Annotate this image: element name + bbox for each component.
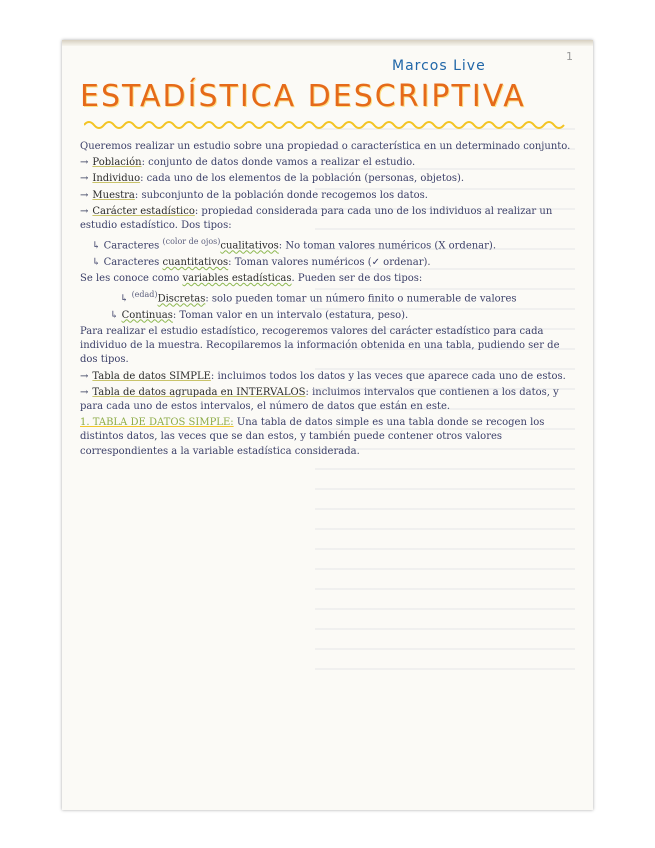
continuous-line — [80, 309, 575, 323]
author-signature: Marcos Live — [392, 58, 486, 74]
interval-table-text: : incluimos intervalos que contienen a los datos, y para cada uno de estos intervalos, el número de datos que están en este. — [80, 386, 559, 412]
definition-individuo — [80, 172, 575, 186]
decorative-squiggle — [84, 119, 574, 131]
arrow-icon: → — [80, 157, 89, 169]
term-poblacion: Población — [92, 157, 142, 169]
definition-muestra — [80, 189, 575, 203]
definition-caracter-text: : propiedad considerada para cada uno de los individuos al realizar un estudio estadístico. Dos tipos: — [80, 205, 553, 232]
discrete-text: : solo pueden tomar un número finito o numerable de valores — [205, 293, 517, 305]
discrete-example-note: (edad) — [131, 290, 158, 300]
page-number: 1 — [566, 50, 573, 63]
definition-poblacion-text: : conjunto de datos donde vamos a realizar el estudio. — [141, 157, 416, 169]
quantitative-line — [80, 256, 575, 270]
section-1 — [80, 416, 575, 459]
notebook-page — [62, 40, 593, 810]
qualitative-line — [80, 235, 575, 254]
arrow-icon: → — [80, 205, 89, 217]
qualitative-text: : No toman valores numéricos (X ordenar). — [278, 240, 497, 252]
discrete-line — [80, 288, 575, 307]
definition-caracter — [80, 205, 575, 233]
page-title: ESTADÍSTICA DESCRIPTIVA — [80, 79, 526, 114]
quantitative-text: : Toman valores numéricos (✓ ordenar). — [228, 256, 431, 268]
arrow-icon: → — [80, 386, 89, 398]
qualitative-example-note: (color de ojos) — [162, 237, 221, 247]
term-continuas: Continuas — [121, 309, 173, 321]
branch-arrow-icon: ↳ — [92, 256, 104, 268]
intro-paragraph: Queremos realizar un estudio sobre una propiedad o característica en un determinado conjunto. — [80, 141, 571, 152]
term-muestra: Muestra — [92, 189, 135, 201]
arrow-icon: → — [80, 173, 89, 185]
variables-prefix: Se les conoce como — [80, 272, 180, 284]
interval-table-definition — [80, 386, 575, 414]
section-1-heading: 1. TABLA DE DATOS SIMPLE: — [80, 417, 234, 429]
definition-poblacion — [80, 156, 575, 170]
term-interval-table: Tabla de datos agrupada en INTERVALOS — [92, 386, 306, 398]
variables-line — [80, 272, 575, 286]
variables-suffix: . Pueden ser de dos tipos: — [291, 272, 423, 284]
branch-arrow-icon: ↳ — [110, 309, 122, 321]
term-simple-table: Tabla de datos SIMPLE — [92, 370, 211, 382]
arrow-icon: → — [80, 370, 89, 382]
term-cualitativos: cualitativos — [220, 240, 279, 252]
simple-table-text: : incluimos todos los datos y las veces que aparece cada uno de estos. — [210, 370, 566, 382]
notes-body — [80, 140, 575, 461]
term-cuantitativos: cuantitativos — [162, 256, 229, 268]
term-discretas: Discretas — [157, 293, 206, 305]
simple-table-definition — [80, 370, 575, 384]
qualitative-prefix: Caracteres — [103, 240, 160, 252]
arrow-icon: → — [80, 189, 89, 201]
section-1-text: Una tabla de datos simple es una tabla donde se recogen los distintos datos, las veces que se dan estos, y también puede contener otros valores correspondientes a la variable estadística considerada. — [80, 417, 545, 457]
branch-arrow-icon: ↳ — [92, 240, 104, 252]
continuous-text: : Toman valor en un intervalo (estatura, peso). — [172, 309, 409, 321]
term-variables-estadisticas: variables estadísticas — [182, 272, 292, 284]
definition-individuo-text: : cada uno de los elementos de la población (personas, objetos). — [140, 173, 465, 185]
definition-muestra-text: : subconjunto de la población donde recogemos los datos. — [134, 189, 428, 201]
term-caracter-estadistico: Carácter estadístico — [92, 205, 195, 217]
term-individuo: Individuo — [92, 173, 141, 185]
collection-paragraph: Para realizar el estudio estadístico, recogeremos valores del carácter estadístico para cada individuo de la muestra. Recopilaremos la información obtenida en una tabla, pudiendo ser de dos tipos. — [80, 325, 560, 366]
quantitative-prefix: Caracteres — [103, 256, 160, 268]
branch-arrow-icon: ↳ — [120, 293, 132, 305]
